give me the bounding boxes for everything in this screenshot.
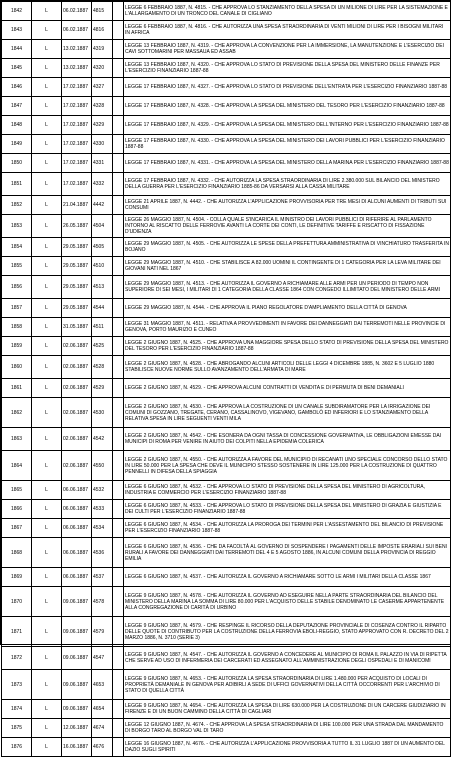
- row-description: LEGGE 29 MAGGIO 1887, N. 4544. - CHE APPROVA IL PIANO REGOLATORE D'AMPLIAMENTO DELLA CITTÀ DI GENOVA: [124, 299, 451, 318]
- row-date: 31.05.1887: [62, 318, 92, 337]
- row-spacer: [113, 215, 124, 238]
- row-type-code: L: [32, 337, 62, 356]
- table-row: [2, 500, 451, 519]
- row-date: 16.06.1887: [62, 738, 92, 757]
- row-spacer: [113, 276, 124, 299]
- row-spacer: [113, 519, 124, 538]
- table-row: [2, 337, 451, 356]
- row-type-code: L: [32, 379, 62, 398]
- row-number: 1862: [2, 398, 32, 428]
- row-spacer: [113, 78, 124, 97]
- row-type-code: L: [32, 568, 62, 587]
- row-date: 17.02.1887: [62, 116, 92, 135]
- row-date: 09.06.1887: [62, 647, 92, 670]
- row-law-number: 4533: [92, 500, 113, 519]
- row-law-number: 4674: [92, 719, 113, 738]
- row-spacer: [113, 59, 124, 78]
- row-number: 1868: [2, 538, 32, 568]
- row-description: LEGGE 9 GIUGNO 1887, N. 4579. - CHE RESPINGE IL RICORSO DELLA DEPUTAZIONE PROVINCIALE DI COSENZA CONTRO IL RIPARTO DELLE QUOTE DI CONTRIBUTO PER LA COSTRUZIONE DELLA FERROVIA EBOLI-REGGIO, STATO APPROVATO CON R. DECRETO DEL 2 MARZO 1886, N. 3710 (SERIE 3): [124, 617, 451, 647]
- row-law-number: 4816: [92, 21, 113, 40]
- row-number: 1876: [2, 738, 32, 757]
- row-number: 1857: [2, 299, 32, 318]
- row-law-number: 4534: [92, 519, 113, 538]
- row-description: LEGGE 6 FEBBRAIO 1887, N. 4815. - CHE APPROVA LO STANZIAMENTO DELLA SPESA DI UN MILIONE DI LIRE PER LA SISTEMAZIONE E L'ALLARGAMENTO DI UN TRONCO DEL CANALE DI CIGLIANO: [124, 2, 451, 21]
- row-description: LEGGE 17 FEBBRAIO 1887, N. 4327. - CHE APPROVA LO STATO DI PREVISIONE DELL'ENTRATA PER L'ESERCIZIO FINANZIARIO 1887-88: [124, 78, 451, 97]
- row-spacer: [113, 738, 124, 757]
- row-type-code: L: [32, 196, 62, 215]
- row-date: 02.06.1887: [62, 356, 92, 379]
- row-law-number: 4547: [92, 647, 113, 670]
- row-date: 21.04.1887: [62, 196, 92, 215]
- row-spacer: [113, 257, 124, 276]
- row-date: 06.06.1887: [62, 481, 92, 500]
- row-type-code: L: [32, 428, 62, 451]
- row-date: 09.06.1887: [62, 700, 92, 719]
- row-law-number: 4332: [92, 173, 113, 196]
- row-law-number: 4532: [92, 481, 113, 500]
- row-spacer: [113, 97, 124, 116]
- row-type-code: L: [32, 481, 62, 500]
- row-number: 1846: [2, 78, 32, 97]
- table-row: [2, 719, 451, 738]
- row-type-code: L: [32, 587, 62, 617]
- row-spacer: [113, 337, 124, 356]
- row-description: LEGGE 6 GIUGNO 1887, N. 4534. - CHE AUTORIZZA LA PROROGA DEI TERMINI PER L'ASSESTAMENTO DEL BILANCIO DI PREVISIONE PER L'ESERCIZIO FINANZIARIO 1887-88: [124, 519, 451, 538]
- row-spacer: [113, 116, 124, 135]
- table-row: [2, 738, 451, 757]
- row-law-number: 4676: [92, 738, 113, 757]
- row-law-number: 4330: [92, 135, 113, 154]
- row-description: LEGGE 31 MAGGIO 1887, N. 4511. - RELATIVA A PROVVEDIMENTI IN FAVORE DEI DANNEGGIATI DAI TERREMOTI NELLE PROVINCIE DI GENOVA, PORTO MAURIZIO E CUNEO: [124, 318, 451, 337]
- row-date: 29.05.1887: [62, 238, 92, 257]
- row-number: 1870: [2, 587, 32, 617]
- row-date: 09.06.1887: [62, 670, 92, 700]
- table-row: [2, 135, 451, 154]
- row-law-number: 4442: [92, 196, 113, 215]
- row-law-number: 4537: [92, 568, 113, 587]
- row-description: LEGGE 17 FEBBRAIO 1887, N. 4329. - CHE APPROVA LA SPESA DEL MINISTERO DELL'INTERNO PER L'ESERCIZIO FINANZIARIO 1887-88: [124, 116, 451, 135]
- table-row: [2, 59, 451, 78]
- row-number: 1875: [2, 719, 32, 738]
- row-number: 1848: [2, 116, 32, 135]
- row-description: LEGGE 6 GIUGNO 1887, N. 4533. - CHE APPROVA LO STATO DI PREVISIONE DELLA SPESA DEL MINISTERO DI GRAZIA E GIUSTIZIA E DEI CULTI PER L'ESERCIZIO FINANZIARIO 1887-88: [124, 500, 451, 519]
- row-number: 1854: [2, 238, 32, 257]
- row-description: LEGGE 2 GIUGNO 1887, N. 4525. - CHE APPROVA UNA MAGGIORE SPESA DELLO STATO DI PREVISIONE DELLA SPESA DEL MINISTERO DEL TESORO PER L'ESERCIZIO FINANZIARIO 1887-88: [124, 337, 451, 356]
- row-law-number: 4328: [92, 97, 113, 116]
- table-row: [2, 356, 451, 379]
- row-type-code: L: [32, 135, 62, 154]
- row-type-code: L: [32, 398, 62, 428]
- row-law-number: 4542: [92, 428, 113, 451]
- row-type-code: L: [32, 299, 62, 318]
- row-date: 09.06.1887: [62, 587, 92, 617]
- table-row: [2, 97, 451, 116]
- row-type-code: L: [32, 257, 62, 276]
- row-description: LEGGE 16 GIUGNO 1887, N. 4676. - CHE AUTORIZZA L'APPLICAZIONE PROVVISORIA A TUTTO IL 31 LUGLIO 1887 DI UN AUMENTO DEL DAZIO SUGLI SPIRITI: [124, 738, 451, 757]
- row-type-code: L: [32, 451, 62, 481]
- row-law-number: 4544: [92, 299, 113, 318]
- row-number: 1853: [2, 215, 32, 238]
- row-number: 1842: [2, 2, 32, 21]
- row-law-number: 4327: [92, 78, 113, 97]
- row-date: 17.02.1887: [62, 154, 92, 173]
- row-number: 1855: [2, 257, 32, 276]
- row-spacer: [113, 21, 124, 40]
- row-type-code: L: [32, 173, 62, 196]
- row-law-number: 4578: [92, 587, 113, 617]
- row-date: 17.02.1887: [62, 135, 92, 154]
- table-row: [2, 587, 451, 617]
- row-date: 02.06.1887: [62, 428, 92, 451]
- row-description: LEGGE 9 GIUGNO 1887, N. 4653. - CHE AUTORIZZA LA SPESA STRAORDINARIA DI LIRE 1.480.000 PER ACQUISTO DI LOCALI DI PROPRIETÀ DEMANIALE IN GENOVA PER ADIBIRLI A SEDE DI UFFICI GOVERNATIVI DELLA CITTÀ OCCORRENTI PER L'ARCHIVIO DI STATO DI QUELLA CITTÀ: [124, 670, 451, 700]
- row-spacer: [113, 538, 124, 568]
- row-number: 1843: [2, 21, 32, 40]
- row-date: 29.05.1887: [62, 299, 92, 318]
- row-spacer: [113, 196, 124, 215]
- row-date: 06.06.1887: [62, 500, 92, 519]
- table-row: [2, 276, 451, 299]
- row-description: LEGGE 2 GIUGNO 1887, N. 4529. - CHE APPROVA ALCUNI CONTRATTI DI VENDITA E DI PERMUTA DI BENI DEMANIALI: [124, 379, 451, 398]
- row-description: LEGGE 6 GIUGNO 1887, N. 4537. - CHE AUTORIZZA IL GOVERNO A RICHIAMARE SOTTO LE ARMI I MILITARI DELLA CLASSE 1867: [124, 568, 451, 587]
- row-law-number: 4530: [92, 398, 113, 428]
- row-number: 1869: [2, 568, 32, 587]
- row-law-number: 4329: [92, 116, 113, 135]
- row-date: 02.06.1887: [62, 337, 92, 356]
- laws-table-body: [2, 2, 451, 757]
- table-row: [2, 617, 451, 647]
- table-row: [2, 451, 451, 481]
- table-row: [2, 257, 451, 276]
- row-spacer: [113, 700, 124, 719]
- table-row: [2, 670, 451, 700]
- row-number: 1867: [2, 519, 32, 538]
- row-description: LEGGE 26 MAGGIO 1887, N. 4504. - COLLA QUALE S'INCARICA IL MINISTRO DEI LAVORI PUBBLICI DI RIFERIRE AL PARLAMENTO INTORNO AL RISCATTO DELLE FERROVIE AVANTI LA CORTE DEI CONTI, LE DEFINITIVE TARIFFE E RISCATTO DI FISSAZIONE D'UDIENZA: [124, 215, 451, 238]
- table-row: [2, 398, 451, 428]
- row-spacer: [113, 428, 124, 451]
- laws-table: [1, 1, 451, 757]
- row-spacer: [113, 647, 124, 670]
- row-spacer: [113, 299, 124, 318]
- row-date: 02.06.1887: [62, 379, 92, 398]
- row-law-number: 4505: [92, 238, 113, 257]
- row-law-number: 4529: [92, 379, 113, 398]
- row-type-code: L: [32, 670, 62, 700]
- row-spacer: [113, 568, 124, 587]
- table-row: [2, 40, 451, 59]
- row-description: LEGGE 13 FEBBRAIO 1887, N. 4319. - CHE APPROVA LA CONVENZIONE PER LA IMMERSIONE, LA MANUTENZIONE E L'ESERCIZIO DEI CAVI SOTTOMARINI PER MASSAUA ED ASSAB: [124, 40, 451, 59]
- row-date: 29.05.1887: [62, 257, 92, 276]
- row-law-number: 4536: [92, 538, 113, 568]
- row-date: 13.02.1887: [62, 59, 92, 78]
- table-row: [2, 2, 451, 21]
- table-row: [2, 196, 451, 215]
- row-description: LEGGE 29 MAGGIO 1887, N. 4513. - CHE AUTORIZZA IL GOVERNO A RICHIAMARE ALLE ARMI PER UN PERIODO DI TEMPO NON SUPERIORE DI SEI MESI, I MILITARI DI 1 CATEGORIA DELLA CLASSE 1864 CON CONGEDO ILLIMITATO DEL MINISTERO DELLE ARMI: [124, 276, 451, 299]
- row-date: 02.06.1887: [62, 451, 92, 481]
- row-number: 1860: [2, 356, 32, 379]
- row-number: 1871: [2, 617, 32, 647]
- table-row: [2, 538, 451, 568]
- row-description: LEGGE 12 GIUGNO 1887, N. 4674. - CHE APPROVA LA SPESA STRAORDINARIA DI LIRE 100.000 PER UNA STRADA DAL MANDAMENTO DI BORGO TARO AL BORGO VAL DI TARO: [124, 719, 451, 738]
- row-spacer: [113, 2, 124, 21]
- row-number: 1872: [2, 647, 32, 670]
- row-type-code: L: [32, 238, 62, 257]
- row-description: LEGGE 17 FEBBRAIO 1887, N. 4328. - CHE APPROVA LA SPESA DEL MINISTERO DEL TESORO PER L'ESERCIZIO FINANZIARIO 1887-88: [124, 97, 451, 116]
- table-row: [2, 481, 451, 500]
- row-type-code: L: [32, 519, 62, 538]
- row-number: 1866: [2, 500, 32, 519]
- row-description: LEGGE 2 GIUGNO 1887, N. 4528. - CHE ABROGANDO ALCUNI ARTICOLI DELLE LEGGI 4 DICEMBRE 1885, N. 3602 E 5 LUGLIO 1880 STABILISCE NUOVE NORME SULLO AVANZAMENTO DELL'ARMATA DI MARE: [124, 356, 451, 379]
- row-law-number: 4528: [92, 356, 113, 379]
- row-type-code: L: [32, 21, 62, 40]
- row-spacer: [113, 617, 124, 647]
- row-description: LEGGE 29 MAGGIO 1887, N. 4505. - CHE AUTORIZZA LE SPESE DELLA PREFETTURA AMMINISTRATIVA DI VINCHIATURO TRASFERITA IN BOJANO: [124, 238, 451, 257]
- row-spacer: [113, 587, 124, 617]
- row-spacer: [113, 173, 124, 196]
- row-date: 26.05.1887: [62, 215, 92, 238]
- row-type-code: L: [32, 59, 62, 78]
- row-type-code: L: [32, 40, 62, 59]
- row-type-code: L: [32, 538, 62, 568]
- row-description: LEGGE 2 GIUGNO 1887, N. 4530. - CHE APPROVA LA COSTRUZIONE DI UN CANALE SUBDIRAMATORE PER LA IRRIGAZIONE DEI COMUNI DI GOZZANO, TREGATE, CERANO, CASSALINOVO, VIGEVANO, GAMBOLÒ ED INFERIORI E LO STANZIAMENTO DELLA RELATIVA SPESA IN LIRE SEGUENTI VENTI MILA: [124, 398, 451, 428]
- row-spacer: [113, 318, 124, 337]
- row-number: 1851: [2, 173, 32, 196]
- row-law-number: 4653: [92, 670, 113, 700]
- row-description: LEGGE 2 GIUGNO 1887, N. 4542. - CHE ESONERA DA OGNI TASSA DI CONCESSIONE GOVERNATIVA, LE OBBLIGAZIONI EMESSE DAI MUNICIPI DI ROMA PER VENIRE IN AIUTO DEI COLPITI NELLA EPIDEMIA COLERICA: [124, 428, 451, 451]
- row-description: LEGGE 2 GIUGNO 1887, N. 4550. - CHE AUTORIZZA A FAVORE DEL MUNICIPIO DI RECANATI UNO SPECIALE CONCORSO DELLO STATO IN LIRE 50.000 PER LA SPESA CHE DEVE IL MUNICIPIO STESSO SOSTENERE IN LIRE 125.000 PER LA COSTRUZIONE DI QUATTRO PENNELLI IN DIFESA DELLA SPIAGGIA: [124, 451, 451, 481]
- row-law-number: 4579: [92, 617, 113, 647]
- row-number: 1859: [2, 337, 32, 356]
- row-law-number: 4511: [92, 318, 113, 337]
- row-description: LEGGE 6 GIUGNO 1887, N. 4536. - CHE DA FACOLTÀ AL GOVERNO DI SOSPENDERE I PAGAMENTI DELLE IMPOSTE ERARIALI SUI BENI RURALI A FAVORE DEI DANNEGGIATI DAI TERREMOTI DEL 4 E 5 AGOSTO 1886, IN ALCUNI COMUNI DELLA PROVINCIA DI REGGIO EMILIA: [124, 538, 451, 568]
- table-row: [2, 215, 451, 238]
- row-number: 1865: [2, 481, 32, 500]
- row-type-code: L: [32, 78, 62, 97]
- row-date: 17.02.1887: [62, 97, 92, 116]
- table-row: [2, 173, 451, 196]
- row-description: LEGGE 13 FEBBRAIO 1887, N. 4320. - CHE APPROVA LO STATO DI PREVISIONE DELLA SPESA DEL MINISTERO DELLE FINANZE PER L'ESERCIZIO FINANZIARIO 1887-88: [124, 59, 451, 78]
- table-row: [2, 238, 451, 257]
- row-type-code: L: [32, 154, 62, 173]
- row-date: 17.02.1887: [62, 173, 92, 196]
- row-date: 06.06.1887: [62, 568, 92, 587]
- row-type-code: L: [32, 215, 62, 238]
- row-law-number: 4654: [92, 700, 113, 719]
- row-date: 06.02.1887: [62, 21, 92, 40]
- row-spacer: [113, 719, 124, 738]
- row-description: LEGGE 9 GIUGNO 1887, N. 4654. - CHE AUTORIZZA LA SPESA DI LIRE 630.000 PER LA COSTRUZIONE DI UN CARCERE GIUDIZIARIO IN FIRENZE E DI UN BUON CAMMINO DELLA CITTÀ DI CAGLIARI: [124, 700, 451, 719]
- row-type-code: L: [32, 116, 62, 135]
- row-law-number: 4510: [92, 257, 113, 276]
- row-type-code: L: [32, 738, 62, 757]
- table-row: [2, 21, 451, 40]
- row-spacer: [113, 379, 124, 398]
- row-date: 13.02.1887: [62, 40, 92, 59]
- row-spacer: [113, 670, 124, 700]
- row-date: 02.06.1887: [62, 398, 92, 428]
- table-row: [2, 78, 451, 97]
- row-description: LEGGE 17 FEBBRAIO 1887, N. 4331. - CHE APPROVA LA SPESA DEL MINISTERO DELLA MARINA PER L'ESERCIZIO FINANZIARIO 1887-88: [124, 154, 451, 173]
- row-date: 06.06.1887: [62, 538, 92, 568]
- row-type-code: L: [32, 318, 62, 337]
- row-number: 1852: [2, 196, 32, 215]
- row-number: 1845: [2, 59, 32, 78]
- row-spacer: [113, 481, 124, 500]
- row-type-code: L: [32, 97, 62, 116]
- row-law-number: 4815: [92, 2, 113, 21]
- row-number: 1856: [2, 276, 32, 299]
- row-date: 06.02.1887: [62, 2, 92, 21]
- table-row: [2, 519, 451, 538]
- row-type-code: L: [32, 700, 62, 719]
- row-date: 12.06.1887: [62, 719, 92, 738]
- row-spacer: [113, 398, 124, 428]
- row-number: 1864: [2, 451, 32, 481]
- row-type-code: L: [32, 2, 62, 21]
- row-spacer: [113, 500, 124, 519]
- row-law-number: 4504: [92, 215, 113, 238]
- row-type-code: L: [32, 647, 62, 670]
- row-type-code: L: [32, 276, 62, 299]
- row-description: LEGGE 17 FEBBRAIO 1887, N. 4332. - CHE AUTORIZZA LA SPESA STRAORDINARIA DI LIRE 2.380.000 SUL BILANCIO DEL MINISTERO DELLA GUERRA PER L'ESERCIZIO FINANZIARIO 1885-86 DA VERSARSI ALLA CASSA MILITARE: [124, 173, 451, 196]
- table-row: [2, 428, 451, 451]
- row-type-code: L: [32, 500, 62, 519]
- row-spacer: [113, 356, 124, 379]
- row-type-code: L: [32, 617, 62, 647]
- row-description: LEGGE 9 GIUGNO 1887, N. 4547. - CHE AUTORIZZA IL GOVERNO A CONCEDERE AL MUNICIPIO DI ROMA IL PALAZZO IN VIA DI RIPETTA CHE SERVE AD USO DI INFERMERIA DEI CARCERATI ED ASSEGNATO ALL'AMMINISTRAZIONE DEGLI OSPEDALI E DI MANICOMI: [124, 647, 451, 670]
- row-law-number: 4513: [92, 276, 113, 299]
- row-law-number: 4525: [92, 337, 113, 356]
- row-type-code: L: [32, 719, 62, 738]
- table-row: [2, 647, 451, 670]
- row-number: 1858: [2, 318, 32, 337]
- table-row: [2, 379, 451, 398]
- row-description: LEGGE 29 MAGGIO 1887, N. 4510. - CHE STABILISCE A 82.000 UOMINI IL CONTINGENTE DI 1 CATEGORIA PER LA LEVA MILITARE DEI GIOVANI NATI NEL 1867: [124, 257, 451, 276]
- row-number: 1850: [2, 154, 32, 173]
- row-description: LEGGE 6 FEBBRAIO 1887, N. 4816. - CHE AUTORIZZA UNA SPESA STRAORDINARIA DI VENTI MILIONI DI LIRE PER I BISOGNI MILITARI IN AFRICA: [124, 21, 451, 40]
- row-date: 06.06.1887: [62, 519, 92, 538]
- table-row: [2, 299, 451, 318]
- row-number: 1863: [2, 428, 32, 451]
- row-number: 1847: [2, 97, 32, 116]
- row-number: 1873: [2, 670, 32, 700]
- table-row: [2, 116, 451, 135]
- row-description: LEGGE 6 GIUGNO 1887, N. 4532. - CHE APPROVA LO STATO DI PREVISIONE DELLA SPESA DEL MINISTERO DI AGRICOLTURA, INDUSTRIA E COMMERCIO PER L'ESERCIZIO FINANZIARIO 1887-88: [124, 481, 451, 500]
- row-spacer: [113, 135, 124, 154]
- row-law-number: 4319: [92, 40, 113, 59]
- row-law-number: 4331: [92, 154, 113, 173]
- row-description: LEGGE 21 APRILE 1887, N. 4442. - CHE AUTORIZZA L'APPLICAZIONE PROVVISORIA PER TRE MESI DI ALCUNI AUMENTI DI TRIBUTI SUI CONSUMI: [124, 196, 451, 215]
- table-row: [2, 700, 451, 719]
- row-description: LEGGE 17 FEBBRAIO 1887, N. 4330. - CHE APPROVA LA SPESA DEL MINISTERO DEI LAVORI PUBBLICI PER L'ESERCIZIO FINANZIARIO 1887-88: [124, 135, 451, 154]
- row-description: LEGGE 9 GIUGNO 1887, N. 4578. - CHE AUTORIZZA IL GOVERNO AD ESEGUIRE NELLA PARTE STRAORDINARIA DEL BILANCIO DEL MINISTERO DELLA MARINA LA SOMMA DI LIRE 80.000 PER L'ACQUISTO DELLE STABILE DENOMINATO LE CASERME APPARTENENTE ALLA CONGREGAZIONE DI CARITÀ DI URBINO: [124, 587, 451, 617]
- row-number: 1861: [2, 379, 32, 398]
- row-spacer: [113, 238, 124, 257]
- table-row: [2, 568, 451, 587]
- table-row: [2, 318, 451, 337]
- row-date: 29.05.1887: [62, 276, 92, 299]
- row-date: 09.06.1887: [62, 617, 92, 647]
- row-spacer: [113, 451, 124, 481]
- row-number: 1844: [2, 40, 32, 59]
- row-spacer: [113, 40, 124, 59]
- row-type-code: L: [32, 356, 62, 379]
- row-spacer: [113, 154, 124, 173]
- row-date: 17.02.1887: [62, 78, 92, 97]
- row-number: 1849: [2, 135, 32, 154]
- row-number: 1874: [2, 700, 32, 719]
- row-law-number: 4550: [92, 451, 113, 481]
- row-law-number: 4320: [92, 59, 113, 78]
- table-row: [2, 154, 451, 173]
